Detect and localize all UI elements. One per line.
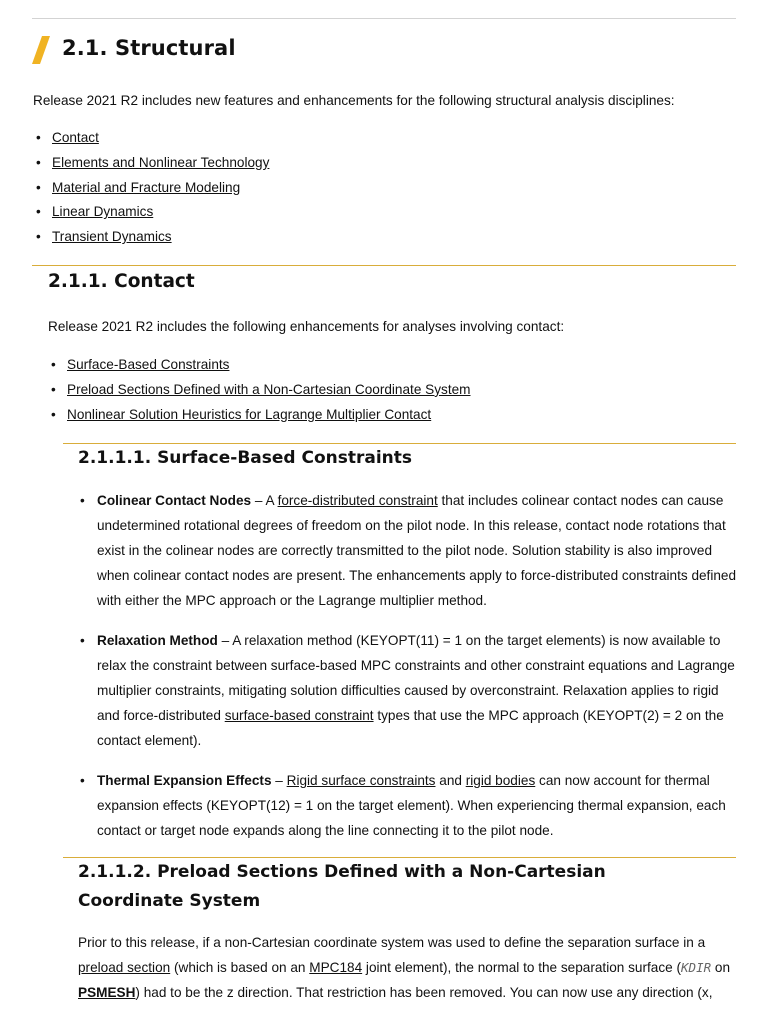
bullet-relaxation-method: • Relaxation Method – A relaxation method (KEYOPT(11) = 1 on the target elements) is now available to relax the constraint between surface-based MPC constraints and other constraint equations and Lagrange multiplier constraints, mitigating solution difficulties caused by overconstraint. Relaxation applies to rigid and force-distributed surface-based constraint types that use the MPC approach (KEYOPT(2) = 2 on the contact element). xyxy=(80,633,735,748)
list-item: • Nonlinear Solution Heuristics for Lagrange Multiplier Contact xyxy=(51,406,432,422)
top-divider xyxy=(32,18,736,19)
list-item: • Linear Dynamics xyxy=(36,204,154,220)
term-relaxation-method: Relaxation Method xyxy=(97,633,218,648)
preload-paragraph: Prior to this release, if a non-Cartesian coordinate system was used to define the separation surface in a preload section (which is based on an MPC184 joint element), the normal to the separation surface (KDIR on PSMESH) had to be the z direction. That restriction has been removed. You can now use any direction (x, xyxy=(78,935,731,1000)
list-item: • Material and Fracture Modeling xyxy=(36,179,241,195)
section-heading-2-1-1-2: 2.1.1.2. Preload Sections Defined with a Non-Cartesian Coordinate System xyxy=(78,862,606,911)
bullet-colinear-contact-nodes: • Colinear Contact Nodes – A force-distributed constraint that includes colinear contact nodes can cause undetermined rotational degrees of freedom on the pilot node. In this release, contact node rotations that exist in the colinear nodes are correctly transmitted to the pilot node. Solution stability is also improved when colinear contact nodes are present. The enhancements apply to force-distributed constraints defined with either the MPC approach or the Lagrange multiplier method. xyxy=(80,493,737,608)
slash-accent-icon xyxy=(32,36,52,64)
link-surface-based-constraint[interactable]: surface-based constraint xyxy=(224,708,374,723)
link-elements-nonlinear[interactable]: Elements and Nonlinear Technology xyxy=(52,154,270,170)
section-divider xyxy=(32,265,736,266)
link-preload-sections[interactable]: Preload Sections Defined with a Non-Cartesian Coordinate System xyxy=(67,381,471,397)
list-item: • Preload Sections Defined with a Non-Cartesian Coordinate System xyxy=(51,381,471,397)
section-heading-2-1-1-1: 2.1.1.1. Surface-Based Constraints xyxy=(78,448,413,468)
link-mpc184[interactable]: MPC184 xyxy=(309,960,363,975)
link-psmesh[interactable]: PSMESH xyxy=(78,985,136,1000)
intro-text: Release 2021 R2 includes new features and enhancements for the following structural analysis disciplines: xyxy=(33,93,675,108)
list-item: • Surface-Based Constraints xyxy=(51,357,230,372)
list-item: • Contact xyxy=(36,130,99,145)
link-preload-section[interactable]: preload section xyxy=(78,960,171,975)
contact-topic-list xyxy=(51,353,471,427)
link-rigid-surface-constraints[interactable]: Rigid surface constraints xyxy=(286,773,436,788)
link-surface-based-constraints[interactable]: Surface-Based Constraints xyxy=(67,357,230,372)
contact-intro-text: Release 2021 R2 includes the following enhancements for analyses involving contact: xyxy=(48,319,565,334)
link-rigid-bodies[interactable]: rigid bodies xyxy=(465,773,536,788)
link-material-fracture[interactable]: Material and Fracture Modeling xyxy=(52,179,241,195)
link-force-distributed-constraint[interactable]: force-distributed constraint xyxy=(277,493,438,508)
link-contact[interactable]: Contact xyxy=(52,130,99,145)
term-thermal-expansion: Thermal Expansion Effects xyxy=(97,773,272,788)
code-kdir: KDIR xyxy=(681,960,712,975)
link-nonlinear-heuristics[interactable]: Nonlinear Solution Heuristics for Lagrange Multiplier Contact xyxy=(67,406,432,422)
section-heading-2-1-1: 2.1.1. Contact xyxy=(48,271,195,292)
list-item: • Elements and Nonlinear Technology xyxy=(36,154,270,170)
link-transient-dynamics[interactable]: Transient Dynamics xyxy=(52,229,172,245)
discipline-list xyxy=(36,126,270,250)
link-linear-dynamics[interactable]: Linear Dynamics xyxy=(52,204,154,220)
page-title: 2.1. Structural xyxy=(62,36,236,60)
list-item: • Transient Dynamics xyxy=(36,229,172,245)
bullet-thermal-expansion: • Thermal Expansion Effects – Rigid surface constraints and rigid bodies can now account for thermal expansion effects (KEYOPT(12) = 1 on the target element). When experiencing thermal expansion, each contact or target node expands along the line connecting it to the pilot node. xyxy=(80,773,726,838)
term-colinear-contact-nodes: Colinear Contact Nodes xyxy=(97,493,252,508)
